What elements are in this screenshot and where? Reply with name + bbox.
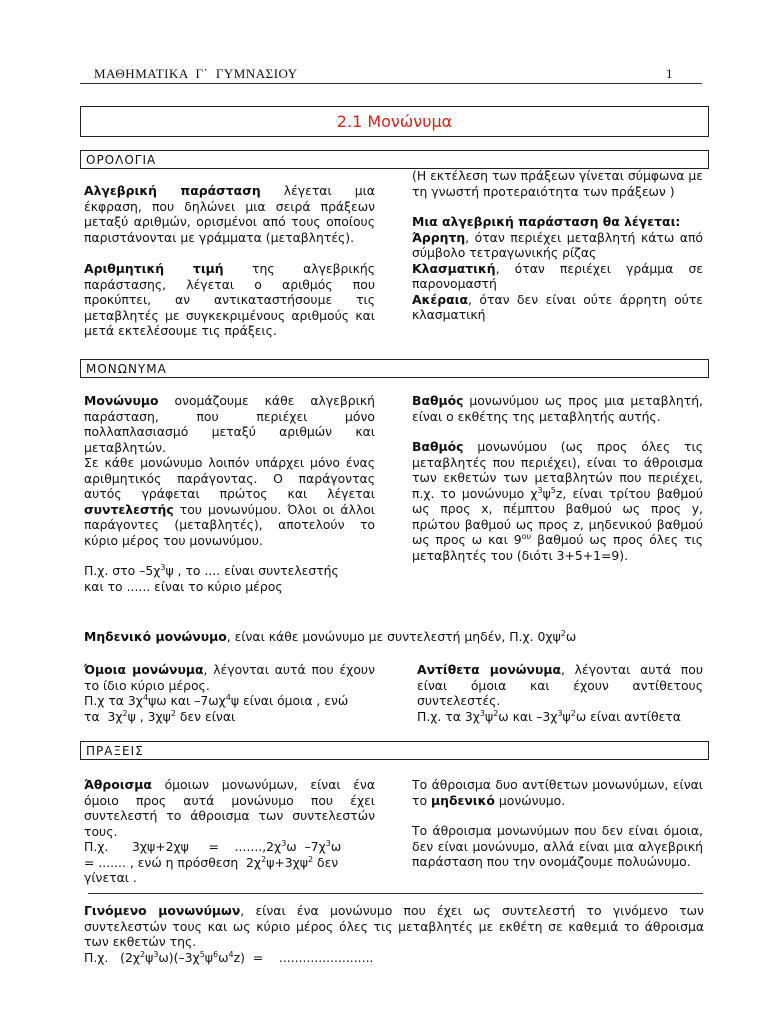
terminology-left-col xyxy=(84,183,375,339)
monomial-example-2: και το ...... είναι το κύριο μέρος xyxy=(84,578,283,594)
degree-total-def: Βαθμός μονωνύμου (ως προς όλες τις μεταβλητές που περιέχει), είναι το άθροισμα των εκθετών των μεταβλητών που περιέχει, π.χ. το μονώνυμο $\chi^3\psi^5z$, είναι τρίτου βαθμού ως προς x, πέμπτου βαθμού ως προς y, πρώτου βαθμού ως προς z, μηδενικού βαθμού ως προς ω και $9^{o\upsilon}$ βαθμού ως προς όλες τις μεταβλητές του (διότι 3+5+1=9). xyxy=(412,439,703,563)
opposite-example: Π.χ. τα $3\chi^3\psi^2\omega$ και $-3\chi^3\psi^2\omega$ είναι αντίθετα xyxy=(417,708,681,724)
monomial-right-col xyxy=(412,393,703,563)
integer-def: Ακέραια, όταν δεν είναι ούτε άρρητη ούτε κλασματική xyxy=(412,291,703,322)
section-operations-heading xyxy=(80,741,709,760)
coefficient-def: Σε κάθε μονώνυμο λοιπόν υπάρχει μόνο ένας αριθμητικός παράγοντας. Ο παράγοντας αυτός γράφεται πρώτος και λέγεται συντελεστής του μονωνύμου. Όλοι οι άλλοι παράγοντες (μεταβλητές), αποτελούν το κύριο μέρος του μονωνύμου. xyxy=(84,455,375,548)
sum-example-2: = ....... , ενώ η πρόσθεση $2\chi^2\psi+3\chi\psi^2$ δεν xyxy=(84,854,339,870)
section-monomial-heading xyxy=(80,359,709,378)
terminology-right-col xyxy=(412,168,703,323)
similar-def: Όμοια μονώνυμα, λέγονται αυτά που έχουν το ίδιο κύριο μέρος. xyxy=(84,662,375,693)
similar-example-2: τα $3\chi^2\psi$ , $3\chi\psi^2$ δεν είναι xyxy=(84,708,236,724)
header-rule xyxy=(80,83,702,84)
monomial-example-1: Π.χ. στο $-5\chi^3\psi$ , το .... είναι συντελεστής xyxy=(84,563,339,578)
operations-right-col xyxy=(412,777,703,870)
sum-def: Άθροισμα όμοιων μονωνύμων, είναι ένα όμοιο προς αυτά μονώνυμο που έχει συντελεστή το άθροισμα των συντελεστών τους. xyxy=(84,777,375,839)
monomial-def: Μονώνυμο ονομάζουμε κάθε αλγεβρική παράσταση, που περιέχει μόνο πολλαπλασιασμό μεταξύ αριθμών και μεταβλητών. xyxy=(84,393,375,455)
product-def-block xyxy=(84,903,704,965)
operations-left-col xyxy=(84,777,375,886)
opposite-def: Αντίθετα μονώνυμα, λέγονται αυτά που είναι όμοια και έχουν αντίθετους συντελεστές. xyxy=(417,662,703,708)
product-def: Γινόμενο μονωνύμων, είναι ένα μονώνυμο που έχει ως συντελεστή το γινόμενο των συντελεστών τους και ως κύριο μέρος όλες τις μεταβλητές με εκθέτη σε καθεμιά το άθροισμα των εκθετών της. xyxy=(84,903,704,949)
expression-types-heading: Μια αλγεβρική παράσταση θα λέγεται: xyxy=(412,214,681,229)
sum-example-1: Π.χ. 3χψ+2χψ = $.......,2\chi^3\omega$ $-7\chi^3\omega$ xyxy=(84,839,342,854)
monomial-left-col xyxy=(84,393,375,594)
chapter-title: 2.1 Μονώνυμα xyxy=(336,112,453,131)
polynomial-note: Το άθροισμα μονωνύμων που δεν είναι όμοια, δεν είναι μονώνυμο, αλλά είναι μια αλγεβρική παράσταση που την ονομάζουμε πολυώνυμο. xyxy=(412,823,703,869)
header-title: ΜΑΘΗΜΑΤΙΚΑ Γ΄ ΓΥΜΝΑΣΙΟΥ xyxy=(94,66,298,81)
fractional-def: Κλασματική, όταν περιέχει γράμμα σε παρονομαστή xyxy=(412,260,703,291)
product-example: Π.χ. $(2\chi^2\psi^3\omega)(-3\chi^5\psi^6\omega^4z)$ = ........................ xyxy=(84,949,374,965)
opposite-sum-note: Το άθροισμα δυο αντίθετων μονωνύμων, είναι το μηδενικό μονώνυμο. xyxy=(412,777,703,808)
similar-example-1: Π.χ τα $3\chi^4\psi\omega$ και $-7\omega\chi^4\psi$ είναι όμοια , ενώ xyxy=(84,693,349,708)
degree-single-def: Βαθμός μονωνύμου ως προς μια μεταβλητή, είναι ο εκθέτης της μεταβλητής αυτής. xyxy=(412,393,703,424)
page-number: 1 xyxy=(666,66,673,81)
section-heading-text: ΟΡΟΛΟΓΙΑ xyxy=(86,153,157,167)
section-heading-text: ΠΡΑΞΕΙΣ xyxy=(86,744,144,758)
precedence-note: (Η εκτέλεση των πράξεων γίνεται σύμφωνα με τη γνωστή προτεραιότητα των πράξεων ) xyxy=(412,168,703,199)
section-terminology-heading xyxy=(80,150,709,169)
sum-example-3: γίνεται . xyxy=(84,870,137,885)
similar-monomials xyxy=(84,662,375,724)
chapter-title-box xyxy=(80,106,709,137)
irrational-def: Άρρητη, όταν περιέχει μεταβλητή κάτω από σύμβολο τετραγωνικής ρίζας xyxy=(412,229,703,260)
algebraic-expression-def: Αλγεβρική παράσταση λέγεται μια έκφραση, που δηλώνει μια σειρά πράξεων μεταξύ αριθμών, ορισμένοι από τους οποίους παριστάνονται με γράμματα (μεταβλητές). xyxy=(84,183,375,245)
section-heading-text: ΜΟΝΩΝΥΜΑ xyxy=(86,362,167,376)
numeric-value-def: Αριθμητική τιμή της αλγεβρικής παράστασης, λέγεται ο αριθμός που προκύπτει, αν αντικαταστήσουμε τις μεταβλητές με συγκεκριμένους αριθμούς και μετά εκτελέσουμε τις πράξεις. xyxy=(84,261,375,338)
zero-monomial-def: Μηδενικό μονώνυμο, είναι κάθε μονώνυμο με συντελεστή μηδέν, Π.χ. $0\chi\psi^2\omega$ xyxy=(84,629,577,644)
operations-divider xyxy=(88,893,703,894)
opposite-monomials xyxy=(417,662,703,724)
